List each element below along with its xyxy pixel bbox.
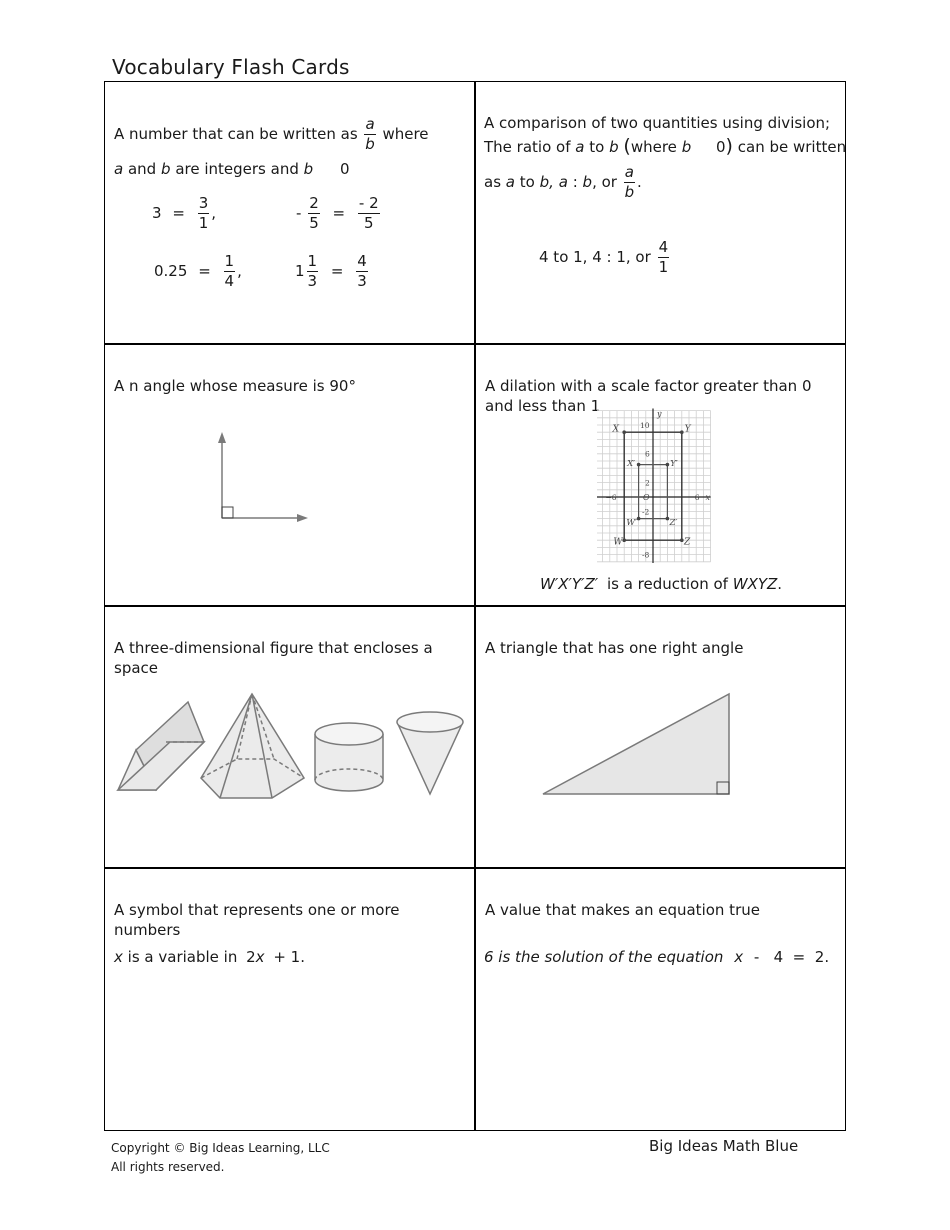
reduction-caption: W′X′Y′Z′ is a reduction of WXYZ. [540, 575, 783, 593]
card-rational-number [104, 82, 474, 344]
arrowhead-up-icon [218, 432, 226, 443]
right-triangle-diagram [475, 606, 845, 868]
rational-example-2: - $\frac{2}{5}$ = $\frac{- 2}{5}$ [296, 194, 379, 232]
tick-label-6-x: 6 [694, 493, 700, 502]
vertex-label-y: Y [684, 424, 691, 435]
ratio-definition-line-2: The ratio of a to b (where b 0) can be written [484, 135, 847, 157]
vertex-point [666, 463, 670, 467]
vertex-label-w-prime: W′ [626, 518, 638, 529]
right-triangle-definition: A triangle that has one right angle [485, 639, 744, 657]
vertex-point [622, 430, 626, 434]
footer-copyright: Copyright © Big Ideas Learning, LLC All rights reserved. [111, 1141, 330, 1174]
right-angle-diagram [104, 344, 474, 606]
footer-brand: Big Ideas Math Blue [649, 1137, 799, 1155]
right-angle-marker [222, 507, 233, 518]
card-reduction [475, 344, 845, 606]
vertex-label-z: Z [683, 537, 691, 548]
card-variable [104, 868, 474, 1130]
solution-example: 6 is the solution of the equation x - 4 = 2. [484, 948, 830, 966]
card-right-triangle [475, 606, 845, 868]
tick-label-neg8: -8 [642, 550, 650, 560]
solution-definition: A value that makes an equation true [485, 901, 760, 919]
arrowhead-right-icon [297, 514, 308, 522]
vertex-point [637, 517, 641, 521]
ratio-definition-line-1: A comparison of two quantities using division; [484, 114, 831, 132]
card-solution [475, 868, 845, 1130]
pyramid-icon [201, 694, 304, 798]
cone-icon [397, 712, 463, 794]
vertex-label-w: W [613, 537, 623, 548]
variable-definition: A symbol that represents one or more numbers [114, 901, 400, 939]
dilation-graph [597, 405, 713, 563]
tick-label-6: 6 [645, 449, 650, 459]
ratio-definition-line-3: as a to b, a : b, or $\frac{a}{b}$ . [484, 163, 642, 201]
x-axis-label: x [705, 493, 711, 502]
tick-label-neg2: -2 [642, 507, 650, 517]
rational-example-4: 1 $\frac{1}{3}$ = $\frac{4}{3}$ [295, 252, 367, 290]
rational-example-1: 3 = $\frac{3}{1}$ , [152, 194, 217, 232]
vertex-label-z-prime: Z′ [669, 518, 678, 529]
rational-example-3: 0.25 = $\frac{1}{4}$ , [154, 252, 242, 290]
variable-example: x is a variable in 2x + 1. [114, 948, 305, 966]
ratio-example: 4 to 1, 4 : 1, or $\frac{4}{1}$ [539, 238, 669, 276]
rational-definition-line-2: a and b are integers and b 0 [114, 160, 350, 178]
cylinder-icon [315, 723, 383, 791]
card-right-angle [104, 344, 474, 606]
tick-label-neg6: −6 [605, 493, 617, 502]
y-axis-label: y [657, 409, 662, 419]
vertex-point [622, 538, 626, 542]
solid-definition: A three-dimensional figure that encloses a space [114, 639, 433, 677]
tick-label-10: 10 [640, 420, 650, 430]
card-solid [104, 606, 474, 868]
vertex-label-x: X [612, 424, 620, 435]
page-title: Vocabulary Flash Cards [112, 55, 350, 79]
origin-label: O [643, 493, 650, 502]
right-angle-definition: A n angle whose measure is 90° [114, 377, 356, 395]
reduction-definition: A dilation with a scale factor greater than 0 and less than 1 [485, 377, 812, 415]
vertex-point [680, 430, 684, 434]
tick-label-2: 2 [645, 478, 650, 488]
vertex-label-x-prime: X′ [627, 459, 636, 470]
rational-definition-line-1: A number that can be written as $\frac{a}{b}$ where [114, 115, 429, 153]
vertex-point [637, 463, 641, 467]
solid-figures [104, 606, 474, 868]
card-ratio [475, 82, 845, 344]
right-triangle-shape [543, 694, 729, 794]
triangular-prism-icon [118, 702, 204, 790]
vertex-label-y-prime: Y′ [670, 459, 678, 470]
fraction-a-over-b: $\frac{a}{b}$ [365, 115, 375, 153]
